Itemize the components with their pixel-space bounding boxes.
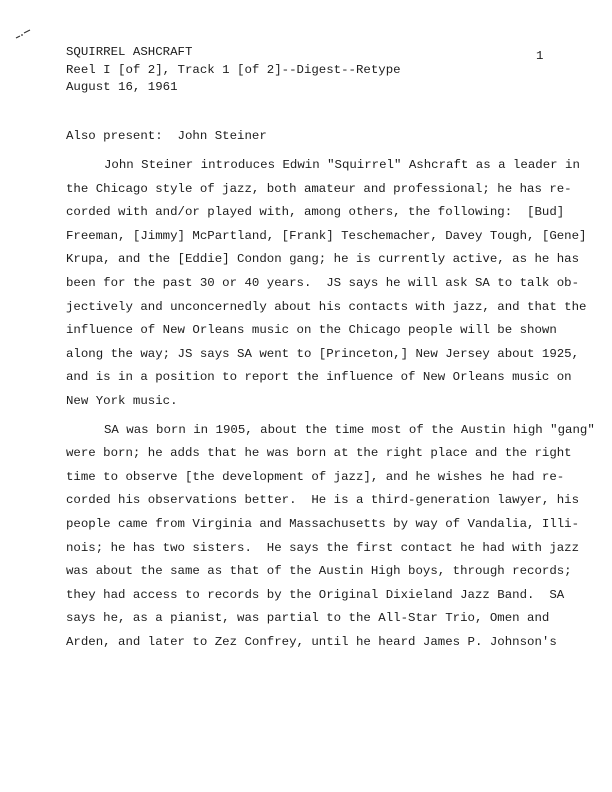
text-line: corded his observations better. He is a third-generation lawyer, his [66, 493, 580, 508]
reel-track-info: Reel I [of 2], Track 1 [of 2]--Digest--Retype [66, 62, 401, 77]
text-line: corded with and/or played with, among others, the following: [Bud] [66, 205, 565, 220]
text-line: people came from Virginia and Massachusetts by way of Vandalia, Illi- [66, 516, 580, 531]
document-header [66, 44, 401, 97]
text-line: says he, as a pianist, was partial to the All-Star Trio, Omen and [66, 611, 550, 626]
text-line: they had access to records by the Original Dixieland Jazz Band. SA [66, 587, 565, 602]
also-present-label: Also present: [66, 129, 163, 143]
text-line: John Steiner introduces Edwin "Squirrel" Ashcraft as a leader in [104, 158, 580, 172]
also-present-line [66, 127, 267, 145]
paragraph-2 [66, 419, 595, 655]
text-line: SA was born in 1905, about the time most of the Austin high "gang" [104, 422, 595, 437]
text-line: been for the past 30 or 40 years. JS says he will ask SA to talk ob- [66, 275, 580, 290]
text-line: Freeman, [Jimmy] McPartland, [Frank] Teschemacher, Davey Tough, [Gene] [66, 228, 587, 243]
text-line: time to observe [the development of jazz], and he wishes he had re- [66, 469, 565, 484]
text-line: influence of New Orleans music on the Chicago people will be shown [66, 323, 557, 338]
text-line: was about the same as that of the Austin High boys, through records; [66, 564, 572, 579]
interview-date: August 16, 1961 [66, 80, 178, 94]
interviewee-name: SQUIRREL ASHCRAFT [66, 45, 193, 59]
also-present-names: John Steiner [177, 129, 267, 143]
transcript-body [66, 154, 595, 654]
paragraph-1 [66, 154, 587, 414]
text-line: Arden, and later to Zez Confrey, until he heard James P. Johnson's [66, 634, 557, 649]
text-line: nois; he has two sisters. He says the first contact he had with jazz [66, 540, 580, 555]
page-number: 1 [536, 49, 544, 63]
text-line: along the way; JS says SA went to [Princeton,] New Jersey about 1925, [66, 346, 580, 361]
text-line: jectively and unconcernedly about his contacts with jazz, and that the [66, 299, 587, 314]
stray-pen-mark [14, 28, 34, 40]
text-line: were born; he adds that he was born at the right place and the right [66, 446, 572, 461]
text-line: the Chicago style of jazz, both amateur and professional; he has re- [66, 181, 572, 196]
text-line: and is in a position to report the influence of New Orleans music on [66, 370, 572, 385]
text-line: New York music. [66, 393, 178, 408]
text-line: Krupa, and the [Eddie] Condon gang; he is currently active, as he has [66, 252, 580, 267]
